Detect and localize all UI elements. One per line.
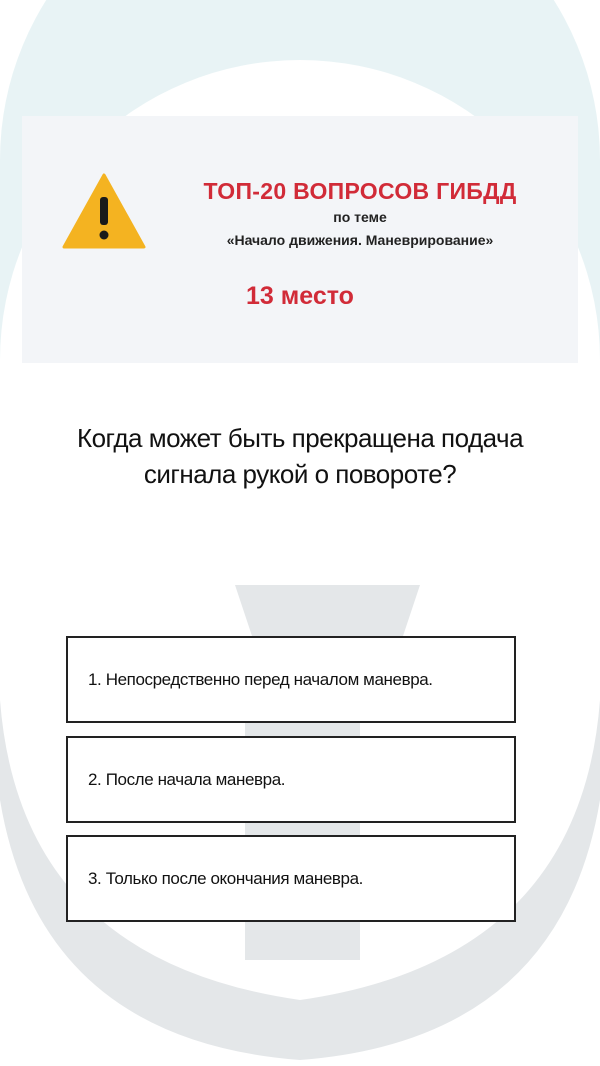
header-topic: «Начало движения. Маневрирование» [226, 232, 494, 248]
answer-option-2-label: 2. После начала маневра. [88, 769, 286, 789]
header-card [22, 116, 578, 363]
header-subtitle: по теме [333, 209, 387, 225]
answer-option-1-label: 1. Непосредственно перед началом маневра. [88, 669, 433, 689]
answer-option-3-label: 3. Только после окончания маневра. [88, 868, 363, 888]
answer-option-1[interactable] [66, 636, 516, 723]
question-text: Когда может быть прекращена подача сигнала рукой о повороте? [76, 423, 524, 489]
place-label: 13 место [246, 282, 354, 310]
answer-option-3[interactable] [66, 835, 516, 922]
answer-option-2[interactable] [66, 736, 516, 823]
header-title: ТОП-20 ВОПРОСОВ ГИБДД [203, 178, 517, 204]
